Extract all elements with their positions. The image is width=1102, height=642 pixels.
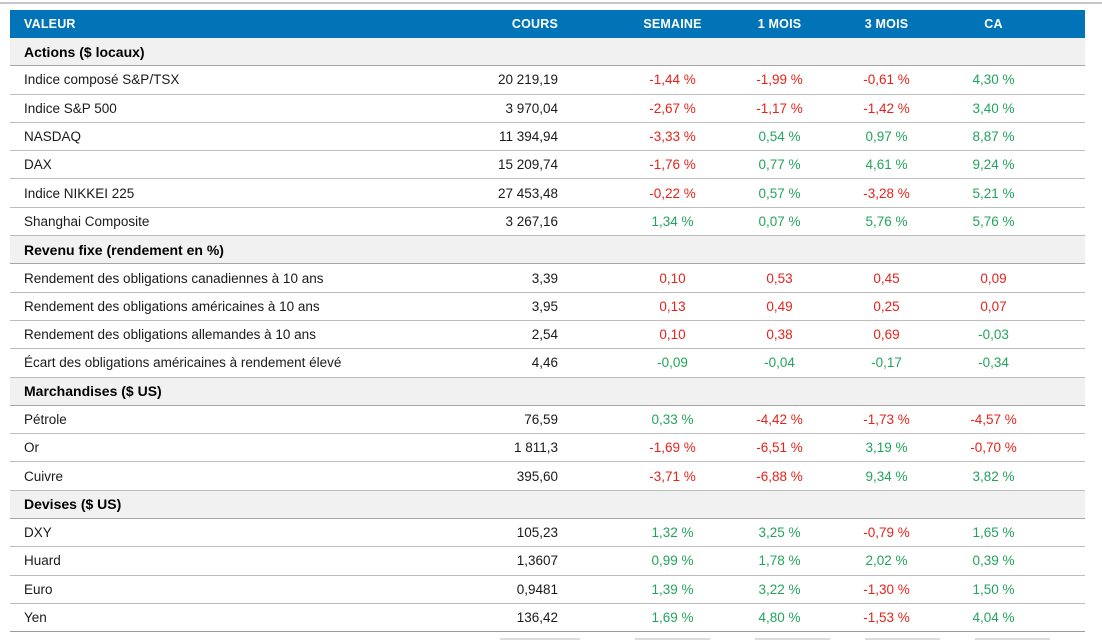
1mois-value: 0,49 (726, 292, 833, 320)
ca-value: 0,39 % (940, 547, 1047, 575)
filler-cell (1047, 349, 1085, 377)
cours-value: 2,54 (460, 320, 619, 348)
3mois-value: 0,97 % (833, 122, 940, 150)
cours-value: 3,39 (460, 264, 619, 292)
cours-value: 11 394,94 (460, 122, 619, 150)
page-break-dash (975, 638, 1050, 640)
column-header-3mois: 3 MOIS (833, 10, 940, 38)
row-label: NASDAQ (10, 122, 460, 150)
3mois-value: -1,42 % (833, 94, 940, 122)
ca-value: 3,40 % (940, 94, 1047, 122)
table-row (10, 405, 1085, 433)
column-header-cours: COURS (460, 10, 619, 38)
ca-value: 0,09 (940, 264, 1047, 292)
table-row (10, 122, 1085, 150)
filler-cell (1047, 547, 1085, 575)
1mois-value: 3,22 % (726, 575, 833, 603)
1mois-value: -6,51 % (726, 434, 833, 462)
3mois-value: -1,73 % (833, 405, 940, 433)
1mois-value: 1,78 % (726, 547, 833, 575)
cours-value: 4,46 (460, 349, 619, 377)
cours-value: 0,9481 (460, 575, 619, 603)
table-row (10, 462, 1085, 490)
section-title: Revenu fixe (rendement en %) (10, 236, 1085, 264)
3mois-value: -0,17 (833, 349, 940, 377)
semaine-value: 0,10 (619, 320, 726, 348)
ca-value: 1,50 % (940, 575, 1047, 603)
column-header-ca: CA (940, 10, 1047, 38)
1mois-value: -4,42 % (726, 405, 833, 433)
semaine-value: 1,39 % (619, 575, 726, 603)
section-row (10, 236, 1085, 264)
section-title: Devises ($ US) (10, 490, 1085, 518)
1mois-value: 3,25 % (726, 519, 833, 547)
column-header-semaine: SEMAINE (619, 10, 726, 38)
cours-value: 3 970,04 (460, 94, 619, 122)
filler-cell (1047, 434, 1085, 462)
table-row (10, 349, 1085, 377)
ca-value: -4,57 % (940, 405, 1047, 433)
cours-value: 15 209,74 (460, 151, 619, 179)
table-row (10, 66, 1085, 94)
section-row (10, 490, 1085, 518)
semaine-value: -1,69 % (619, 434, 726, 462)
3mois-value: 5,76 % (833, 207, 940, 235)
filler-cell (1047, 462, 1085, 490)
semaine-value: -1,76 % (619, 151, 726, 179)
1mois-value: 0,07 % (726, 207, 833, 235)
row-label: Or (10, 434, 460, 462)
table-row (10, 179, 1085, 207)
filler-cell (1047, 575, 1085, 603)
cours-value: 3,95 (460, 292, 619, 320)
semaine-value: -0,22 % (619, 179, 726, 207)
1mois-value: -0,04 (726, 349, 833, 377)
3mois-value: -0,61 % (833, 66, 940, 94)
ca-value: 3,82 % (940, 462, 1047, 490)
table-row (10, 292, 1085, 320)
section-row (10, 377, 1085, 405)
ca-value: 5,21 % (940, 179, 1047, 207)
cours-value: 105,23 (460, 519, 619, 547)
row-label: Rendement des obligations américaines à 10 ans (10, 292, 460, 320)
table-row (10, 151, 1085, 179)
page-break-dash (500, 638, 580, 640)
table-row (10, 94, 1085, 122)
semaine-value: 0,33 % (619, 405, 726, 433)
1mois-value: -1,17 % (726, 94, 833, 122)
column-header-valeur: VALEUR (10, 10, 460, 38)
cours-value: 76,59 (460, 405, 619, 433)
row-label: Indice S&P 500 (10, 94, 460, 122)
filler-cell (1047, 264, 1085, 292)
semaine-value: 0,13 (619, 292, 726, 320)
semaine-value: 1,69 % (619, 603, 726, 631)
filler-cell (1047, 122, 1085, 150)
cours-value: 136,42 (460, 603, 619, 631)
semaine-value: -1,44 % (619, 66, 726, 94)
semaine-value: -3,71 % (619, 462, 726, 490)
ca-value: 8,87 % (940, 122, 1047, 150)
semaine-value: -0,09 (619, 349, 726, 377)
3mois-value: 9,34 % (833, 462, 940, 490)
table-row (10, 434, 1085, 462)
3mois-value: -0,79 % (833, 519, 940, 547)
ca-value: 0,07 (940, 292, 1047, 320)
row-label: Rendement des obligations canadiennes à 10 ans (10, 264, 460, 292)
table-row (10, 547, 1085, 575)
semaine-value: 1,34 % (619, 207, 726, 235)
row-label: DXY (10, 519, 460, 547)
row-label: DAX (10, 151, 460, 179)
table-row (10, 207, 1085, 235)
filler-cell (1047, 94, 1085, 122)
semaine-value: -3,33 % (619, 122, 726, 150)
column-header-1mois: 1 MOIS (726, 10, 833, 38)
1mois-value: 0,38 (726, 320, 833, 348)
filler-cell (1047, 320, 1085, 348)
1mois-value: 0,57 % (726, 179, 833, 207)
3mois-value: 0,45 (833, 264, 940, 292)
table-row (10, 603, 1085, 631)
filler-cell (1047, 66, 1085, 94)
ca-value: 5,76 % (940, 207, 1047, 235)
1mois-value: 4,80 % (726, 603, 833, 631)
1mois-value: 0,77 % (726, 151, 833, 179)
semaine-value: 0,99 % (619, 547, 726, 575)
page-break-dash (755, 638, 830, 640)
market-data-table (10, 10, 1085, 632)
ca-value: 4,04 % (940, 603, 1047, 631)
filler-cell (1047, 405, 1085, 433)
1mois-value: 0,53 (726, 264, 833, 292)
cours-value: 1,3607 (460, 547, 619, 575)
page-break-dash (865, 638, 940, 640)
section-title: Marchandises ($ US) (10, 377, 1085, 405)
ca-value: 4,30 % (940, 66, 1047, 94)
section-row (10, 38, 1085, 66)
ca-value: 9,24 % (940, 151, 1047, 179)
table-row (10, 519, 1085, 547)
row-label: Pétrole (10, 405, 460, 433)
column-header-filler (1047, 10, 1085, 38)
filler-cell (1047, 603, 1085, 631)
semaine-value: -2,67 % (619, 94, 726, 122)
filler-cell (1047, 151, 1085, 179)
row-label: Cuivre (10, 462, 460, 490)
filler-cell (1047, 179, 1085, 207)
row-label: Shanghai Composite (10, 207, 460, 235)
ca-value: 1,65 % (940, 519, 1047, 547)
section-title: Actions ($ locaux) (10, 38, 1085, 66)
table-row (10, 320, 1085, 348)
3mois-value: 0,69 (833, 320, 940, 348)
row-label: Euro (10, 575, 460, 603)
1mois-value: -1,99 % (726, 66, 833, 94)
3mois-value: 3,19 % (833, 434, 940, 462)
cours-value: 3 267,16 (460, 207, 619, 235)
ca-value: -0,03 (940, 320, 1047, 348)
row-label: Indice composé S&P/TSX (10, 66, 460, 94)
row-label: Écart des obligations américaines à rendement élevé (10, 349, 460, 377)
filler-cell (1047, 207, 1085, 235)
semaine-value: 1,32 % (619, 519, 726, 547)
3mois-value: 4,61 % (833, 151, 940, 179)
table-body (10, 38, 1085, 632)
row-label: Yen (10, 603, 460, 631)
ca-value: -0,34 (940, 349, 1047, 377)
table-row (10, 575, 1085, 603)
table-row (10, 264, 1085, 292)
cours-value: 395,60 (460, 462, 619, 490)
3mois-value: 0,25 (833, 292, 940, 320)
row-label: Huard (10, 547, 460, 575)
row-label: Indice NIKKEI 225 (10, 179, 460, 207)
filler-cell (1047, 292, 1085, 320)
cours-value: 1 811,3 (460, 434, 619, 462)
3mois-value: -1,30 % (833, 575, 940, 603)
3mois-value: 2,02 % (833, 547, 940, 575)
row-label: Rendement des obligations allemandes à 10 ans (10, 320, 460, 348)
cours-value: 27 453,48 (460, 179, 619, 207)
page-break-dash (635, 638, 710, 640)
header-row (10, 10, 1085, 38)
1mois-value: -6,88 % (726, 462, 833, 490)
filler-cell (1047, 519, 1085, 547)
ca-value: -0,70 % (940, 434, 1047, 462)
top-divider (0, 2, 1102, 4)
semaine-value: 0,10 (619, 264, 726, 292)
1mois-value: 0,54 % (726, 122, 833, 150)
3mois-value: -3,28 % (833, 179, 940, 207)
cours-value: 20 219,19 (460, 66, 619, 94)
3mois-value: -1,53 % (833, 603, 940, 631)
